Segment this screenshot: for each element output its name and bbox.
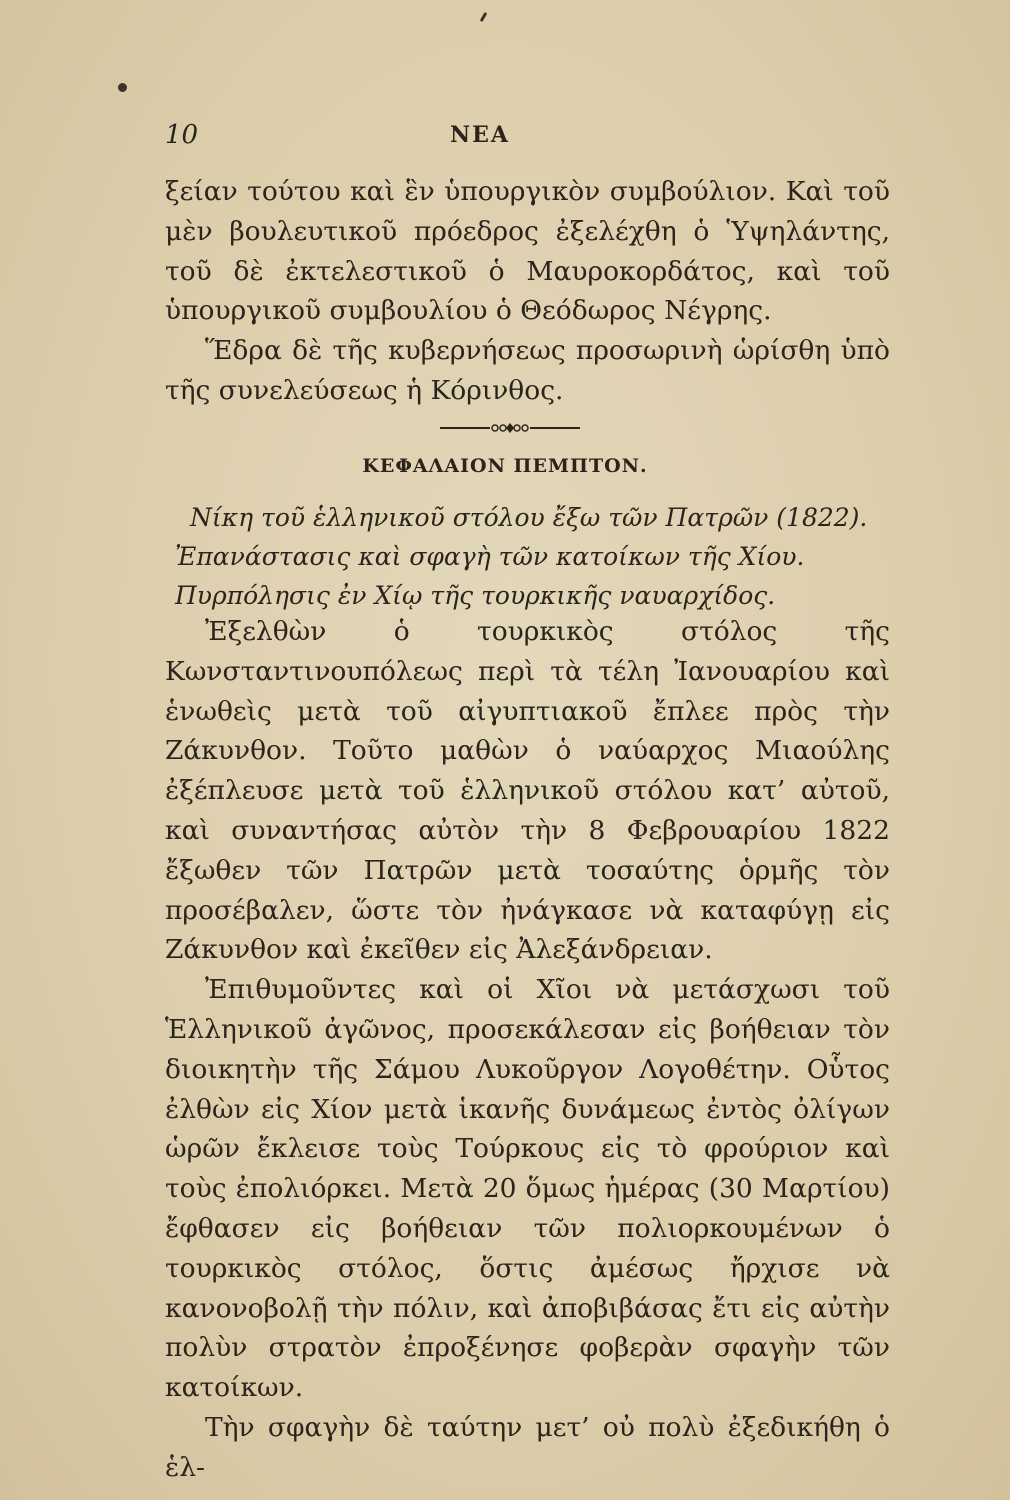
page-number: 10 (165, 120, 199, 150)
chapter-title: ΚΕΦΑΛΑΙΟΝ ΠΕΜΠΤΟΝ. (362, 455, 648, 477)
paragraph: Ἕδρα δὲ τῆς κυβερνήσεως προσωρινὴ ὡρίσθη ὑπὸ τῆς συνελεύσεως ἡ Κόρινθος. (165, 335, 890, 406)
paragraph: ξείαν τούτου καὶ ἓν ὑπουργικὸν συμβούλιον. Καὶ τοῦ μὲν βουλευτικοῦ πρόεδρος ἐξελέχθη ὁ Ὑψηλάντης, τοῦ δὲ ἐκτελεστικοῦ ὁ Μαυροκορδάτος, καὶ τοῦ ὑπουργικοῦ συμβουλίου ὁ Θεόδωρος Νέγρης. (165, 176, 890, 327)
chapter-summary-text: Νίκη τοῦ ἑλληνικοῦ στόλου ἔξω τῶν Πατρῶν (1822). Ἐπανάστασις καὶ σφαγὴ τῶν κατοίκων τῆς Χίου. Πυρπόλησις ἐν Χίῳ τῆς τουρκικῆς ναυαρχίδος. (175, 503, 868, 610)
top-paragraphs (165, 172, 890, 411)
page-header (0, 120, 1010, 150)
running-head: ΝΕΑ (450, 122, 510, 148)
ink-speck (118, 83, 127, 92)
section-ornament (440, 418, 580, 438)
main-paragraphs (165, 612, 890, 1488)
paragraph: Ἐπιθυμοῦντες καὶ οἱ Χῖοι νὰ μετάσχωσι τοῦ Ἑλληνικοῦ ἀγῶνος, προσεκάλεσαν εἰς βοήθειαν τὸν διοικητὴν τῆς Σάμου Λυκοῦργον Λογοθέτην. Οὗτος ἐλθὼν εἰς Χίον μετὰ ἱκανῆς δυνάμεως ἐντὸς ὀλίγων ὡρῶν ἔκλεισε τοὺς Τούρκους εἰς τὸ φρούριον καὶ τοὺς ἐπολιόρκει. Μετὰ 20 ὅμως ἡμέρας (30 Μαρτίου) ἔφθασεν εἰς βοήθειαν τῶν πολιορκουμένων ὁ τουρκικὸς στόλος, ὅστις ἀμέσως ἤρχισε νὰ κανονοβολῇ τὴν πόλιν, καὶ ἀποβιβάσας ἔτι εἰς αὐτὴν πολὺν στρατὸν ἐπροξένησε φοβερὰν σφαγὴν τῶν κατοίκων. (165, 974, 890, 1404)
paragraph: Τὴν σφαγὴν δὲ ταύτην μετ’ οὐ πολὺ ἐξεδικήθη ὁ ἑλ- (165, 1411, 890, 1483)
chapter-summary (175, 498, 895, 615)
paragraph: Ἐξελθὼν ὁ τουρκικὸς στόλος τῆς Κωνσταντινουπόλεως περὶ τὰ τέλη Ἰανουαρίου καὶ ἑνωθεὶς μετὰ τοῦ αἰγυπτιακοῦ ἔπλεε πρὸς τὴν Ζάκυνθον. Τοῦτο μαθὼν ὁ ναύαρχος Μιαούλης ἐξέπλευσε μετὰ τοῦ ἑλληνικοῦ στόλου κατ’ αὐτοῦ, καὶ συναντήσας αὐτὸν τὴν 8 Φεβρουαρίου 1822 ἔξωθεν τῶν Πατρῶν μετὰ τοσαύτης ὁρμῆς τὸν προσέβαλεν, ὥστε τὸν ἠνάγκασε νὰ καταφύγῃ εἰς Ζάκυνθον καὶ ἐκεῖθεν εἰς Ἀλεξάνδρειαν. (165, 616, 890, 966)
ink-speck (480, 12, 488, 22)
